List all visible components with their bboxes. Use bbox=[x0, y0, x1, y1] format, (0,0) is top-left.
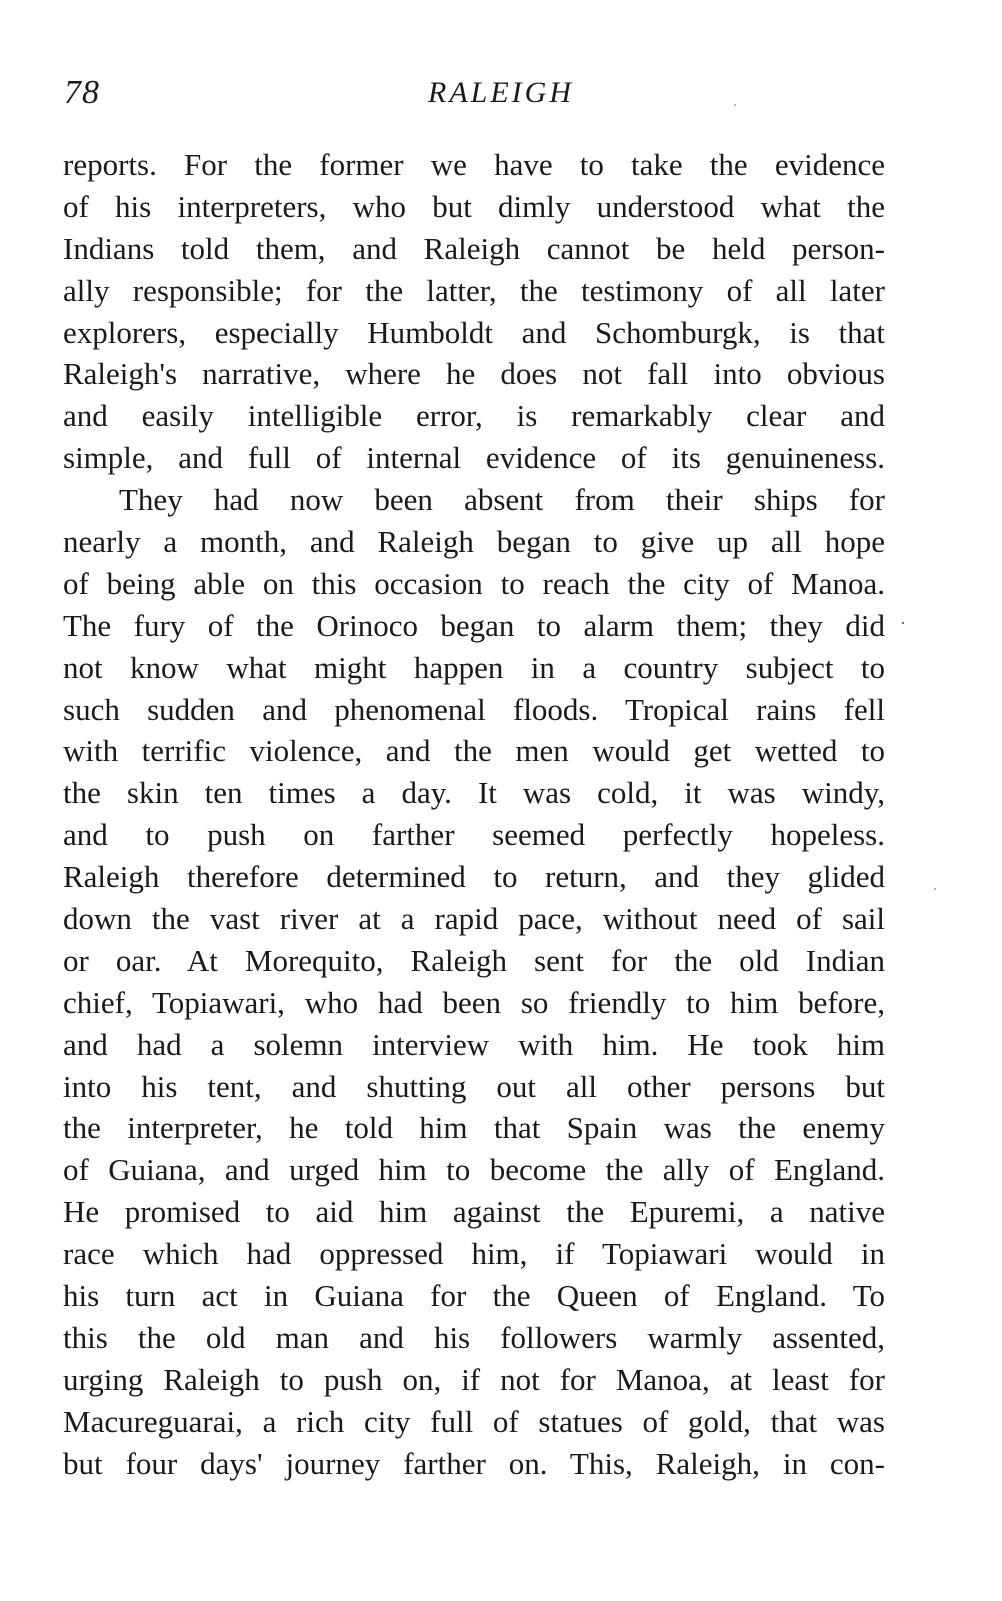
text-line: with terrific violence, and the men would get wetted to bbox=[63, 733, 885, 769]
text-line: or oar. At Morequito, Raleigh sent for the old Indian bbox=[63, 942, 885, 978]
text-line: of his interpreters, who but dimly understood what the bbox=[63, 188, 885, 224]
text-line: race which had oppressed him, if Topiawari would in bbox=[63, 1236, 885, 1272]
text-line: such sudden and phenomenal floods. Tropical rains fell bbox=[63, 691, 885, 727]
text-line: down the vast river at a rapid pace, without need of sail bbox=[63, 901, 885, 937]
text-line: of being able on this occasion to reach the city of Manoa. bbox=[63, 565, 885, 601]
text-line: into his tent, and shutting out all other persons but bbox=[63, 1068, 885, 1104]
text-line: of Guiana, and urged him to become the ally of England. bbox=[63, 1152, 885, 1188]
text-line: Indians told them, and Raleigh cannot be held person- bbox=[63, 230, 885, 266]
body-text bbox=[63, 144, 885, 1485]
scan-speck bbox=[902, 622, 904, 624]
text-line: simple, and full of internal evidence of its genuineness. bbox=[63, 440, 885, 476]
text-line: nearly a month, and Raleigh began to give up all hope bbox=[63, 524, 885, 560]
text-line: the skin ten times a day. It was cold, it was windy, bbox=[63, 775, 885, 811]
scan-speck bbox=[934, 888, 936, 890]
text-line: but four days' journey farther on. This, Raleigh, in con- bbox=[63, 1445, 885, 1481]
text-line: and to push on farther seemed perfectly hopeless. bbox=[63, 817, 885, 853]
scan-speck bbox=[734, 104, 736, 106]
text-line: the interpreter, he told him that Spain was the enemy bbox=[63, 1110, 885, 1146]
text-line: Raleigh's narrative, where he does not fall into obvious bbox=[63, 356, 885, 392]
page-number: 78 bbox=[64, 74, 100, 111]
text-line: chief, Topiawari, who had been so friendly to him before, bbox=[63, 984, 885, 1020]
paragraph-1 bbox=[63, 144, 885, 479]
paragraph-2 bbox=[63, 479, 885, 1484]
text-line: this the old man and his followers warmly assented, bbox=[63, 1319, 885, 1355]
text-line: Macureguarai, a rich city full of statues of gold, that was bbox=[63, 1403, 885, 1439]
text-line: The fury of the Orinoco began to alarm them; they did bbox=[63, 607, 885, 643]
text-line: his turn act in Guiana for the Queen of England. To bbox=[63, 1278, 885, 1314]
running-title: RALEIGH bbox=[428, 76, 574, 109]
text-line: and had a solemn interview with him. He took him bbox=[63, 1026, 885, 1062]
text-line: not know what might happen in a country subject to bbox=[63, 649, 885, 685]
text-line: reports. For the former we have to take the evidence bbox=[63, 147, 885, 182]
text-line: ally responsible; for the latter, the testimony of all later bbox=[63, 272, 885, 308]
text-line: explorers, especially Humboldt and Schomburgk, is that bbox=[63, 314, 885, 350]
text-line: urging Raleigh to push on, if not for Manoa, at least for bbox=[63, 1361, 885, 1397]
text-line: They had now been absent from their ships for bbox=[119, 482, 885, 518]
text-line: He promised to aid him against the Epuremi, a native bbox=[63, 1194, 885, 1230]
text-line: and easily intelligible error, is remarkably clear and bbox=[63, 398, 885, 434]
text-line: Raleigh therefore determined to return, and they glided bbox=[63, 859, 885, 895]
